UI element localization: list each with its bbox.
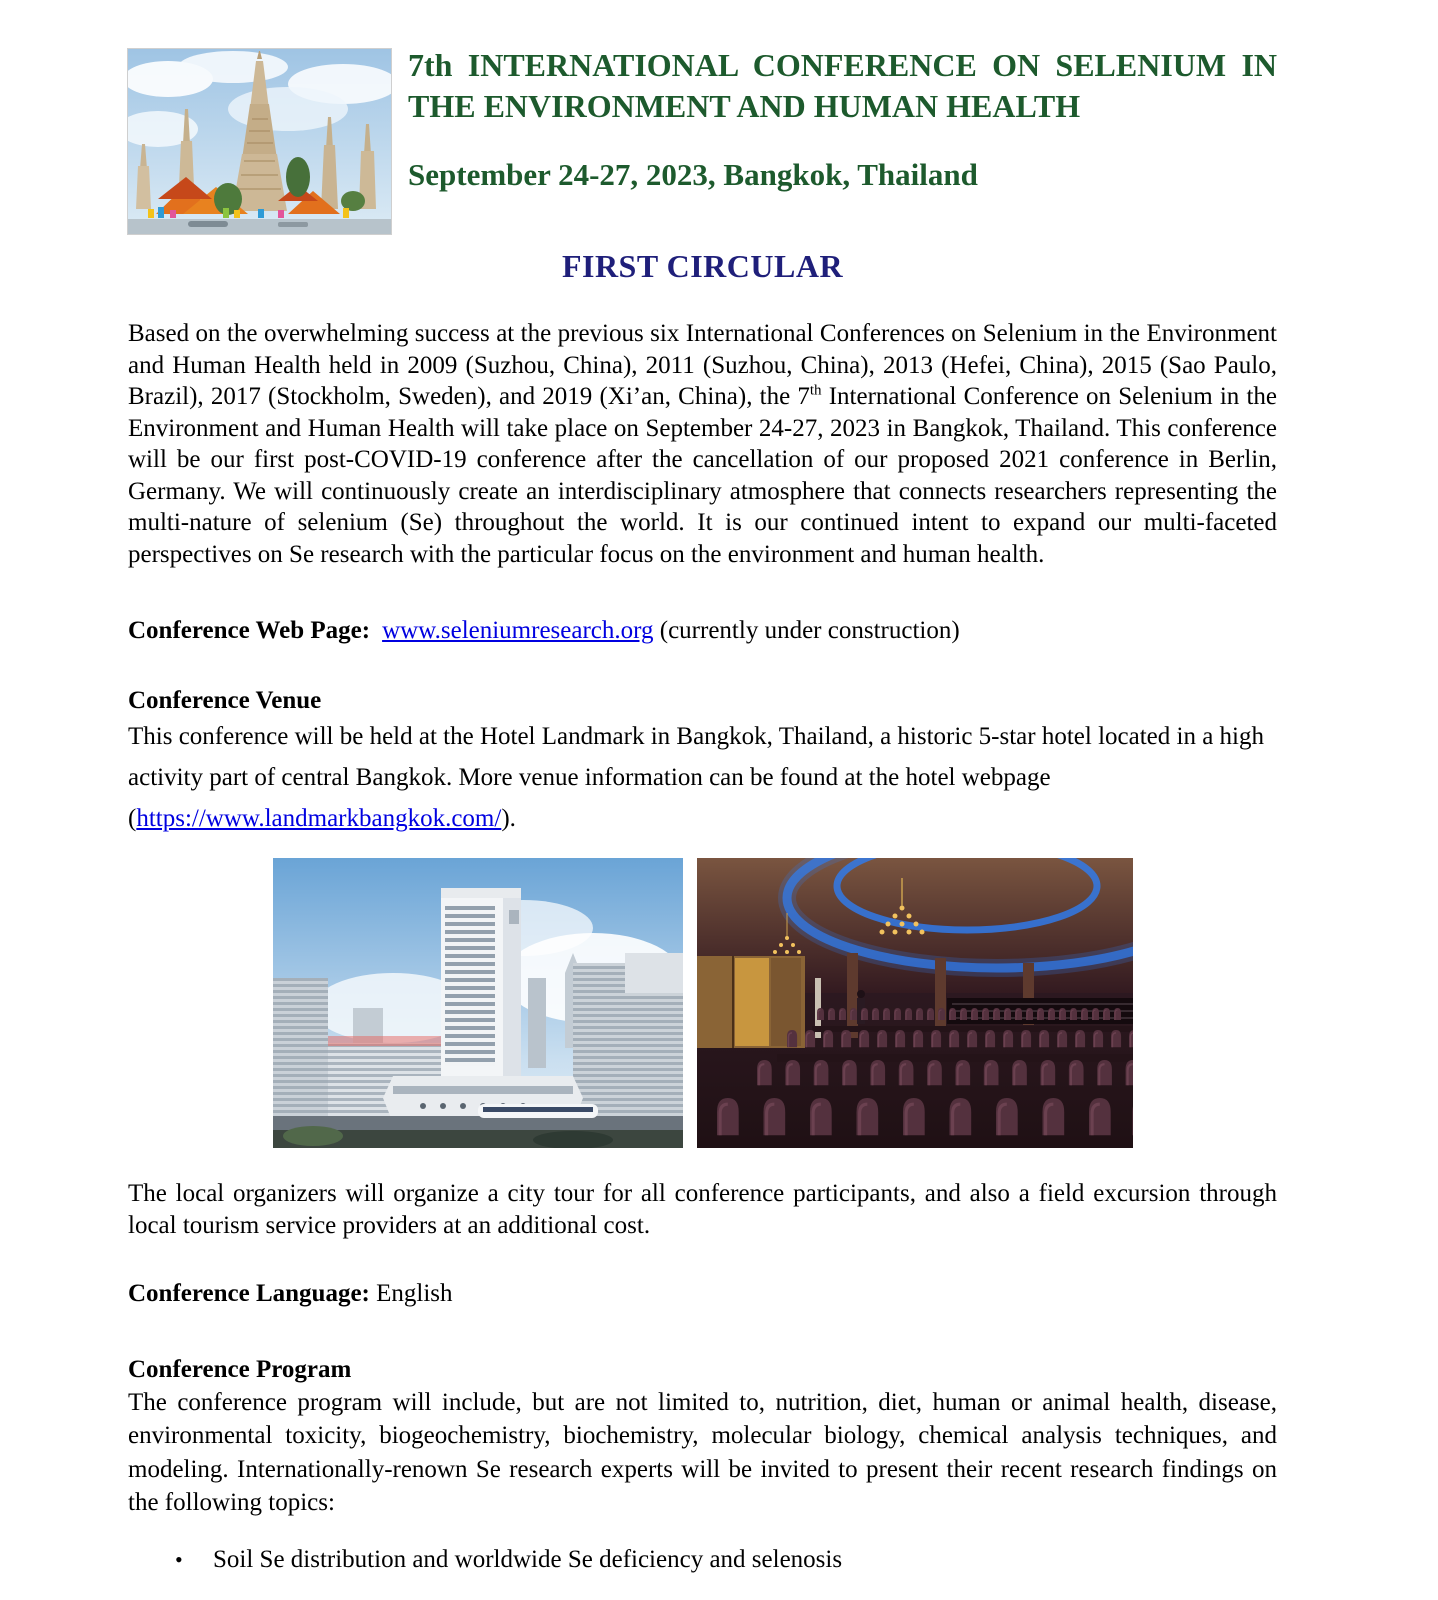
language-value: English	[369, 1280, 453, 1307]
language-line	[128, 1278, 1277, 1310]
intro-paragraph	[128, 318, 1277, 570]
venue-photos-row	[128, 858, 1277, 1148]
conference-title: 7th INTERNATIONAL CONFERENCE ON SELENIUM IN THE ENVIRONMENT AND HUMAN HEALTH	[408, 47, 1277, 124]
conference-website-link[interactable]: www.seleniumresearch.org	[382, 617, 654, 644]
first-circular-heading: FIRST CIRCULAR	[561, 248, 844, 284]
document-header	[128, 45, 1277, 233]
hotel-exterior-photo	[273, 858, 683, 1148]
intro-text-after-sup: International Conference on Selenium in the Environment and Human Health will take place on September 24-27, 2023 in Bangkok, Thailand. This conference will be our first post-COVID-19 conference after the cancellation of our proposed 2021 conference in Berlin, Germany. We will continuously create an interdisciplinary atmosphere that connects researchers representing the multi-nature of selenium (Se) throughout the world. It is our continued intent to expand our multi-faceted perspectives on Se research with the particular focus on the environment and human health.	[128, 383, 1277, 568]
web-page-line	[128, 615, 1277, 647]
program-heading: Conference Program	[128, 1355, 352, 1383]
tours-paragraph: The local organizers will organize a city tour for all conference participants, and also a field excursion through local tourism service providers at an additional cost.	[128, 1180, 1277, 1239]
conference-ballroom-photo	[697, 858, 1133, 1148]
temple-photo-illustration	[128, 49, 391, 234]
venue-text: This conference will be held at the Hotel Landmark in Bangkok, Thailand, a historic 5-star hotel located in a high activity part of central Bangkok. More venue information can be found at the hotel webpage (	[128, 723, 1264, 832]
hotel-website-link[interactable]: https://www.landmarkbangkok.com/	[136, 805, 502, 832]
ordinal-superscript: th	[809, 382, 822, 399]
bullet-icon: •	[175, 1546, 183, 1572]
list-item	[128, 1544, 1277, 1576]
intro-text-before-sup: Based on the overwhelming success at the previous six International Conferences on Selenium in the Environment and Human Health held in 2009 (Suzhou, China), 2011 (Suzhou, China), 2013 (Hefei, China), 2015 (Sao Paulo, Brazil), 2017 (Stockholm, Sweden), and 2019 (Xi’an, China), the 7	[128, 320, 1277, 410]
topic-text: Soil Se distribution and worldwide Se deficiency and selenosis	[213, 1545, 843, 1573]
header-text-block	[408, 45, 1277, 193]
program-paragraph: The conference program will include, but are not limited to, nutrition, diet, human or animal health, disease, environmental toxicity, biogeochemistry, biochemistry, molecular biology, chemical analysis techniques, and modeling. Internationally-renown Se research experts will be invited to present their recent research findings on the following topics:	[128, 1388, 1277, 1516]
conference-dates: September 24-27, 2023, Bangkok, Thailand	[408, 157, 978, 192]
web-page-label: Conference Web Page:	[128, 617, 371, 644]
venue-heading: Conference Venue	[128, 686, 322, 714]
venue-paragraph	[128, 716, 1277, 839]
language-label: Conference Language:	[128, 1280, 370, 1307]
web-page-note: (currently under construction)	[653, 617, 960, 644]
wat-arun-temple-photo	[127, 48, 392, 235]
topics-list	[128, 1544, 1277, 1576]
venue-text-after-link: ).	[501, 805, 516, 832]
